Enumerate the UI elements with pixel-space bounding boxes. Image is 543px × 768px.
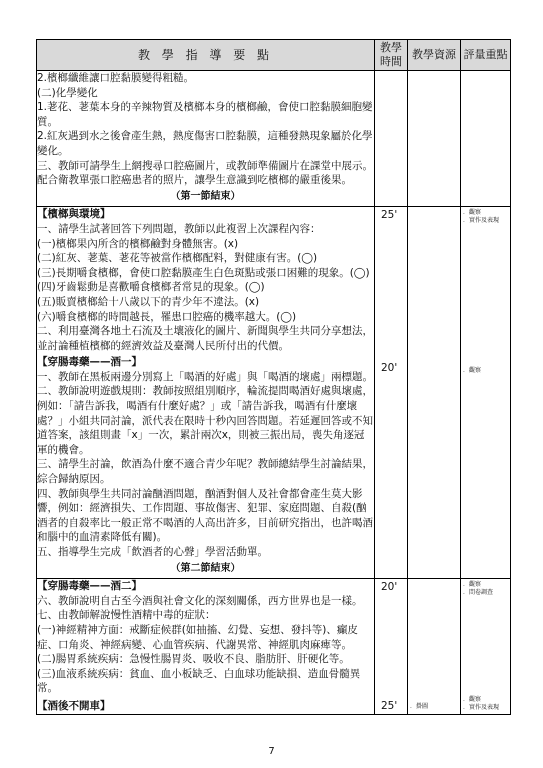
section-3-heading: 【穿腸毒藥——酒一】	[37, 356, 142, 369]
section-2-line: (三)長期嚼食檳榔，會使口腔黏膜產生白色斑點或張口困難的現象。(◯)	[37, 266, 370, 279]
section-1-line: (二)化學變化	[37, 86, 98, 99]
lesson-plan-table	[36, 39, 511, 715]
section-3-line: 四、教師與學生共同討論酗酒問題，酗酒對個人及社會都會產生莫大影響，例如：經濟損失、工作問題、事故傷害、犯罪、家庭問題、自殺(酗酒者的自殺率比一般正常不喝酒的人高出許多，目前研究指出，也許喝酒和腦中的血清素降低有關)。	[37, 487, 373, 544]
section-2-eval-cell	[461, 207, 511, 579]
section-2-end-mark: （第二節結束）	[170, 562, 241, 574]
section-4-heading: 【穿腸毒藥——酒二】	[37, 580, 142, 593]
section-2-eval-list	[461, 209, 499, 225]
section-2-eval-item: ．實作及表現	[463, 217, 500, 225]
section-4-line: (二)腸胃系統疾病：急慢性腸胃炎、吸收不良、脂肪肝、肝硬化等。	[37, 653, 350, 666]
section-4-line: 七、由教師解說慢性酒精中毒的症狀：	[37, 609, 216, 622]
section-4-eval-list	[461, 581, 493, 597]
section-5-eval-list	[461, 696, 499, 712]
section-2-time: 25'	[381, 209, 398, 222]
section-2-heading: 【檳榔與環境】	[37, 208, 111, 221]
header-row	[37, 40, 511, 71]
section-2-line: 二、利用臺灣各地土石流及土壤液化的圖片、新聞與學生共同分享想法，並討論種植檳榔的經濟效益及臺灣人民所付出的代價。	[37, 325, 373, 352]
section-1-time	[375, 71, 408, 207]
section-5-time: 25'	[381, 699, 398, 712]
section-3-eval-item: ．觀察	[463, 367, 482, 375]
section-5-heading: 【酒後不開車】	[37, 699, 111, 712]
section-3-line: 一、教師在黑板兩邊分別寫上「喝酒的好處」與「喝酒的壞處」兩標題。	[37, 370, 373, 383]
header-resource: 教學資源	[408, 40, 461, 71]
section-1-line: 1.荖花、荖葉本身的辛辣物質及檳榔本身的檳榔鹼，會使口腔黏膜細胞變質。	[37, 101, 373, 128]
section-2-line: (六)嚼食檳榔的時間越長，罹患口腔癌的機率越大。(◯)	[37, 310, 297, 323]
section-1-end-mark: （第一節結束）	[170, 190, 241, 202]
section-2-time-cell	[375, 207, 408, 579]
section-3-line: 五、指導學生完成「飲酒者的心聲」學習活動單。	[37, 546, 268, 558]
section-4-time-cell	[375, 579, 408, 714]
section-2-line: (一)檳榔果內所含的檳榔鹼對身體無害。(x)	[37, 237, 239, 250]
page-number: 7	[268, 746, 275, 757]
section-4-line: (三)血液系統疾病：貧血、血小板缺乏、白血球功能缺損、造血骨髓異常。	[37, 667, 361, 695]
section-1-line: 2.檳榔纖維讓口腔黏膜變得粗糙。	[37, 72, 195, 84]
section-4-eval-cell	[461, 579, 511, 714]
section-2-line: (四)牙齒鬆動是喜歡嚼食檳榔者常見的現象。(◯)	[37, 281, 265, 294]
section-1-eval	[461, 71, 511, 207]
section-5-eval-item: ．實作及表現	[463, 703, 500, 711]
section-1-resource	[408, 71, 461, 207]
section-2-row	[37, 207, 511, 579]
section-3-line: 二、教師說明遊戲規則：教師按照組別順序，輪流提問喝酒好處與壞處，例如：「請告訴我，喝酒有什麼好處？」或「請告訴我，喝酒有什麼壞處？」小組共同討論，派代表在限時十秒內回答問題。若延遲回答或不知道答案，該組則畫「x」一次，累計兩次x，則被三振出局，喪失角逐冠軍的機會。	[37, 385, 373, 456]
section-1-line: 2.紅灰遇到水之後會產生熱，熱度傷害口腔黏膜，這種發熱現象屬於化學變化。	[37, 130, 373, 157]
header-guidance: 教 學 指 導 要 點	[37, 40, 375, 71]
section-2-line: 一、請學生試著回答下列問題，教師以此複習上次課程內容：	[37, 222, 321, 235]
section-1-content	[37, 71, 375, 207]
section-3-time: 20'	[381, 362, 398, 375]
section-3-eval-list	[461, 367, 481, 375]
section-2-content	[37, 207, 375, 579]
header-time: 教學時間	[375, 40, 408, 71]
section-5-resource: ．掛圖	[410, 702, 429, 710]
section-2-eval-item: ．觀察	[463, 209, 482, 217]
section-4-resource-cell	[408, 579, 461, 714]
section-4-content	[37, 579, 375, 714]
section-2-line: (五)販賣檳榔給十八歲以下的青少年不違法。(x)	[37, 295, 260, 308]
section-2-line: (二)紅灰、荖葉、荖花等被當作檳榔配料，對健康有害。(◯)	[37, 252, 318, 265]
section-4-eval-item: ．觀察	[463, 581, 482, 589]
section-2-resource	[408, 207, 461, 579]
section-5-eval-item: ．觀察	[463, 695, 482, 703]
section-4-eval-item: ．問卷調查	[463, 589, 494, 597]
header-evaluation: 評量重點	[461, 40, 511, 71]
section-4-line: (一)神經精神方面：戒斷症候群(如抽搐、幻覺、妄想、發抖等)、癲皮症、口角炎、神經病變、心血管疾病、代謝異常、神經肌肉麻痺等。	[37, 623, 358, 651]
section-4-line: 六、教師說明自古至今酒與社會文化的深刻關係，西方世界也是一樣。	[37, 594, 363, 607]
section-1-line: 三、教師可請學生上網搜尋口腔癌圖片，或教師準備圖片在課堂中展示。配合衛教單張口腔癌患者的照片，讓學生意識到吃檳榔的嚴重後果。	[37, 159, 373, 187]
section-4-row	[37, 579, 511, 714]
section-4-time: 20'	[381, 581, 398, 594]
section-1-row	[37, 71, 511, 207]
section-3-line: 三、請學生討論，飲酒為什麼不適合青少年呢？教師總結學生討論結果，綜合歸納原因。	[37, 458, 373, 486]
